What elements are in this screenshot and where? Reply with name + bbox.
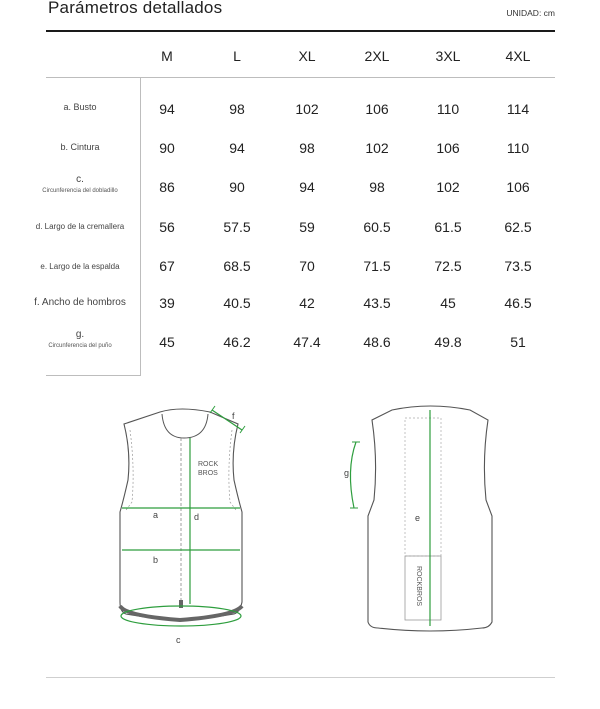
table-cell: 51 bbox=[510, 334, 526, 350]
table-cell: 46.5 bbox=[504, 295, 532, 311]
table-cell: 71.5 bbox=[363, 258, 391, 274]
table-cell: 94 bbox=[229, 140, 245, 156]
table-cell: 70 bbox=[299, 258, 315, 274]
table-cell: 72.5 bbox=[434, 258, 462, 274]
row-label-puno: g. Circunferencia del puño bbox=[48, 329, 112, 349]
table-cell: 46.2 bbox=[223, 334, 251, 350]
footer-rule bbox=[46, 677, 555, 678]
size-header-2xl: 2XL bbox=[364, 48, 390, 64]
measure-label-g: g bbox=[344, 468, 350, 478]
table-cell: 102 bbox=[295, 101, 319, 117]
table-cell: 90 bbox=[229, 179, 245, 195]
table-cell: 106 bbox=[436, 140, 460, 156]
table-cell: 114 bbox=[506, 101, 530, 117]
back-brand: ROCKBROS bbox=[415, 566, 422, 607]
row-label-dobladillo: c. Circunferencia del dobladillo bbox=[42, 174, 118, 194]
table-cell: 60.5 bbox=[363, 219, 391, 235]
front-brand-line-1: ROCK bbox=[198, 461, 219, 468]
table-cell: 94 bbox=[159, 101, 175, 117]
unit-label: UNIDAD: cm bbox=[506, 8, 555, 18]
table-cell: 43.5 bbox=[363, 295, 391, 311]
size-header-4xl: 4XL bbox=[505, 48, 531, 64]
row-label-espalda: e. Largo de la espalda bbox=[40, 262, 120, 271]
label-column-bottom-rule bbox=[46, 375, 141, 376]
zipper-pull bbox=[179, 600, 183, 608]
table-cell: 98 bbox=[369, 179, 385, 195]
table-cell: 106 bbox=[365, 101, 389, 117]
size-header-3xl: 3XL bbox=[435, 48, 461, 64]
table-cell: 110 bbox=[506, 140, 530, 156]
table-cell: 102 bbox=[436, 179, 460, 195]
table-cell: 61.5 bbox=[434, 219, 462, 235]
table-cell: 102 bbox=[365, 140, 389, 156]
table-cell: 59 bbox=[299, 219, 315, 235]
table-cell: 40.5 bbox=[223, 295, 251, 311]
size-header-xl: XL bbox=[298, 48, 316, 64]
front-vest bbox=[120, 406, 245, 645]
row-label-cintura: b. Cintura bbox=[60, 142, 100, 152]
table-cell: 86 bbox=[159, 179, 175, 195]
table-cell: 48.6 bbox=[363, 334, 391, 350]
table-cell: 73.5 bbox=[504, 258, 532, 274]
table-cell: 49.8 bbox=[434, 334, 462, 350]
page-title: Parámetros detallados bbox=[48, 0, 223, 17]
table-cell: 94 bbox=[299, 179, 315, 195]
table-cell: 39 bbox=[159, 295, 175, 311]
measure-label-c: c bbox=[176, 635, 181, 645]
top-rule bbox=[46, 30, 555, 32]
header-rule bbox=[46, 77, 555, 78]
row-label-cremallera: d. Largo de la cremallera bbox=[35, 222, 125, 231]
table-cell: 57.5 bbox=[223, 219, 251, 235]
label-column-divider bbox=[140, 77, 141, 375]
table-cell: 47.4 bbox=[293, 334, 321, 350]
table-cell: 98 bbox=[229, 101, 245, 117]
measure-line-g bbox=[350, 442, 356, 508]
row-label-hombros: f. Ancho de hombros bbox=[34, 297, 126, 308]
table-cell: 98 bbox=[299, 140, 315, 156]
measure-label-b: b bbox=[153, 555, 159, 565]
vest-diagram bbox=[0, 390, 600, 670]
measure-label-a: a bbox=[153, 510, 159, 520]
measure-label-f: f bbox=[232, 411, 235, 421]
table-cell: 67 bbox=[159, 258, 175, 274]
table-cell: 110 bbox=[436, 101, 460, 117]
back-vest bbox=[344, 406, 492, 631]
size-header-l: L bbox=[233, 48, 241, 64]
measure-label-d: d bbox=[194, 512, 200, 522]
size-header-m: M bbox=[161, 48, 173, 64]
table-cell: 56 bbox=[159, 219, 175, 235]
row-label-busto: a. Busto bbox=[63, 102, 97, 112]
measure-label-e: e bbox=[415, 513, 421, 523]
table-cell: 45 bbox=[159, 334, 175, 350]
table-cell: 42 bbox=[299, 295, 315, 311]
table-cell: 90 bbox=[159, 140, 175, 156]
table-cell: 62.5 bbox=[504, 219, 532, 235]
table-cell: 68.5 bbox=[223, 258, 251, 274]
table-cell: 45 bbox=[440, 295, 456, 311]
table-cell: 106 bbox=[506, 179, 530, 195]
front-brand-line-2: BROS bbox=[198, 470, 218, 477]
